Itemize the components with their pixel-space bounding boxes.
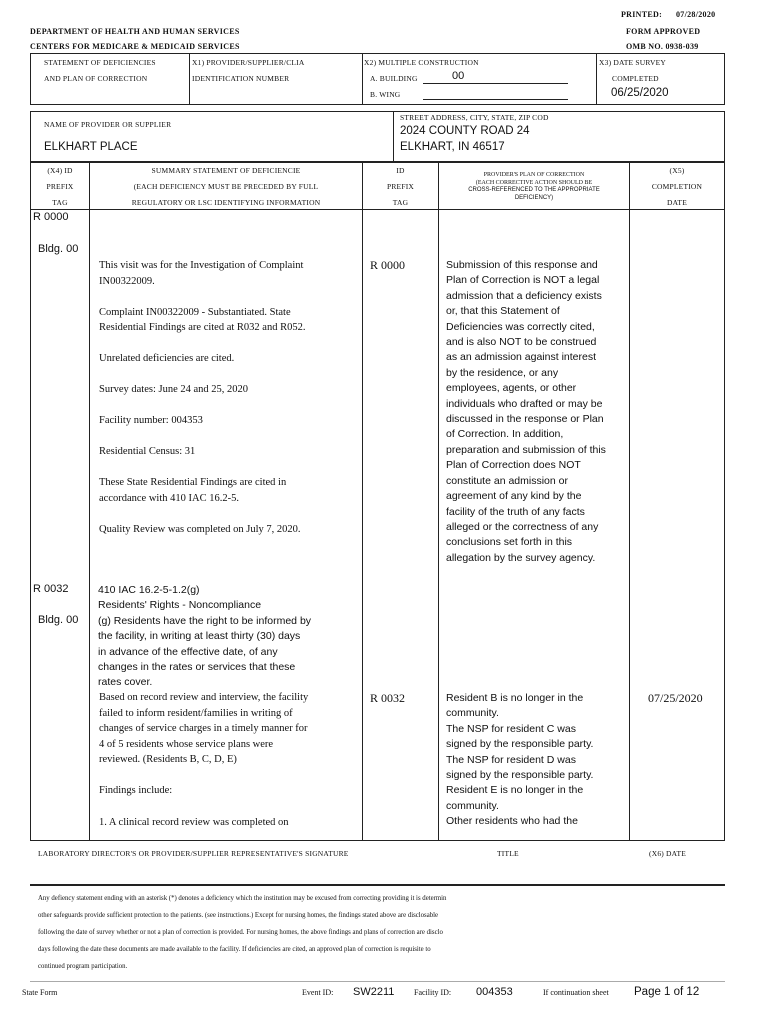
entry2-completion-date: 07/25/2020 [648,691,703,705]
entry1-id-tag: R 0000 [370,258,406,272]
entry2-plan-text: Resident B is no longer in the community. The NSP for resident C was signed by the responsible party. The NSP for resident D was signed by the responsible party. Resident E is no longer in the community. Other residents who had the [446,692,594,828]
plan-header: PROVIDER'S PLAN OF CORRECTION [483,172,585,178]
plan-correction-label: AND PLAN OF CORRECTION [44,74,148,83]
entry2-rule-text: 410 IAC 16.2-5-1.2(g) Residents' Rights - Noncompliance (g) Residents have the right to be informed by the facility, in writing at least thirty (30) days in advance of the effective date, of any changes in the rates or services that these rates cover. [98,584,312,689]
entry1-summary [99,258,359,553]
provider-name-label: NAME OF PROVIDER OR SUPPLIER [44,120,172,129]
x5-header: (X5) [669,166,685,175]
summary-paragraph: Unrelated deficiencies are cited. [99,353,235,364]
multiple-construction-label: X2) MULTIPLE CONSTRUCTION [364,58,479,67]
printed-date: 07/28/2020 [676,10,716,19]
survey-date: 06/25/2020 [611,87,669,99]
address-line-2: ELKHART, IN 46517 [400,141,505,153]
summary-sub-header: (EACH DEFICIENCY MUST BE PRECEDED BY FULL [133,182,319,191]
page-number: Page 1 of 12 [634,986,700,998]
state-form-label: State Form [22,988,58,997]
entry2-clinical-review: 1. A clinical record review was completed on [99,817,289,828]
facility-id-label: Facility ID: [414,988,452,997]
provider-name: ELKHART PLACE [44,141,138,153]
department-title: DEPARTMENT OF HEALTH AND HUMAN SERVICES [30,27,240,36]
identification-label: IDENTIFICATION NUMBER [192,74,290,83]
summary-paragraph: This visit was for the Investigation of Complaint IN00322009. [99,260,304,287]
summary-sub-header-2: REGULATORY OR LSC IDENTIFYING INFORMATION [131,198,321,207]
signature-label: LABORATORY DIRECTOR'S OR PROVIDER/SUPPLIER REPRESENTATIVE'S SIGNATURE [38,849,349,858]
summary-paragraph: Residential Census: 31 [99,446,196,457]
id-tag-header: TAG [392,198,409,207]
continuation-label: If continuation sheet [543,988,609,997]
summary-paragraph: These State Residential Findings are cited in accordance with 410 IAC 16.2-5. [99,477,287,504]
form-approved: FORM APPROVED [626,27,701,36]
plan-sub-header-3: DEFICIENCY) [514,195,554,201]
entry1-tag: R 0000 [33,211,69,223]
event-id-value: SW2211 [353,986,395,998]
address-line-1: 2024 COUNTY ROAD 24 [400,125,530,137]
summary-paragraph: Complaint IN00322009 - Substantiated. State Residential Findings are cited at R032 and R052. [99,306,306,333]
entry2-findings-include: Findings include: [99,785,173,796]
plan-sub-header: (EACH CORRECTIVE ACTION SHOULD BE [475,180,593,186]
completion-header: COMPLETION [651,182,703,191]
summary-paragraph: Quality Review was completed on July 7, 2020. [99,523,301,535]
entry2-finding-text: Based on record review and interview, the facility failed to inform resident/families in writing of changes of service charges in a timely manner for 4 of 5 residents whose service plans were reviewed. (Residents B, C, D, E) [99,692,309,765]
id-header: ID [396,166,405,175]
facility-id-value: 004353 [476,986,513,998]
building-label: A. BUILDING [370,74,418,83]
statement-label: STATEMENT OF DEFICIENCIES [44,58,156,67]
wing-label: B. WING [370,90,401,99]
centers-title: CENTERS FOR MEDICARE & MEDICAID SERVICES [30,42,240,51]
date-survey-label: X3) DATE SURVEY [599,58,666,67]
entry1-plan-text: Submission of this response and Plan of Correction is NOT a legal admission that a deficiency exists or, that this Statement of Deficiencies was correctly cited, and is also NOT to be construed as an admission against interest by the residence, or any employees, agents, or other individuals who drafted or may be discussed in the response or Plan of Correction. In addition, preparation and submission of this Plan of Correction does NOT constitute an admission or agreement of any kind by the facility of the truth of any facts alleged or the correctness of any conclusions set forth in this allegation by the survey agency. [446,259,606,564]
deficiency-footnote: Any defiency statement ending with an asterisk (*) denotes a deficiency which the institution may be excused from correcting providing it is determin other safeguards provide sufficient protection to the patients. (see instructions.) Except for nursing homes, the findings stated above are disclosable following the date of survey whether or not a plan of correction is provided. For nursing homes, the above findings and plans of correction are disclo days following the date these documents are made available to the facility. If deficiencies are cited, an approved plan of correction is requisite to continued program participation. [38,895,447,970]
event-id-label: Event ID: [302,988,334,997]
title-label: TITLE [497,849,519,858]
entry2-id-tag: R 0032 [370,691,406,705]
x4-prefix-header: PREFIX [46,182,74,191]
building-value: 00 [452,70,465,82]
id-prefix-header: PREFIX [386,182,415,191]
x4-header: (X4) ID [47,166,73,175]
omb-number: OMB NO. 0938-039 [626,42,699,51]
entry1-building: Bldg. 00 [38,243,79,255]
entry2-building: Bldg. 00 [38,614,79,626]
summary-paragraph: Survey dates: June 24 and 25, 2020 [99,384,249,395]
summary-header: SUMMARY STATEMENT OF DEFICIENCIE [151,166,301,175]
summary-paragraph: Facility number: 004353 [99,415,203,426]
provider-id-label: X1) PROVIDER/SUPPLIER/CLIA [192,58,305,67]
x4-tag-header: TAG [52,198,68,207]
printed-label: PRINTED: [621,10,663,19]
address-label: STREET ADDRESS, CITY, STATE, ZIP COD [400,113,549,122]
x6-date-label: (X6) DATE [649,849,687,858]
completed-label: COMPLETED [612,74,659,83]
plan-sub-header-2: CROSS-REFERENCED TO THE APPROPRIATE [468,187,600,193]
entry2-tag: R 0032 [33,583,69,595]
date-header: DATE [667,198,687,207]
